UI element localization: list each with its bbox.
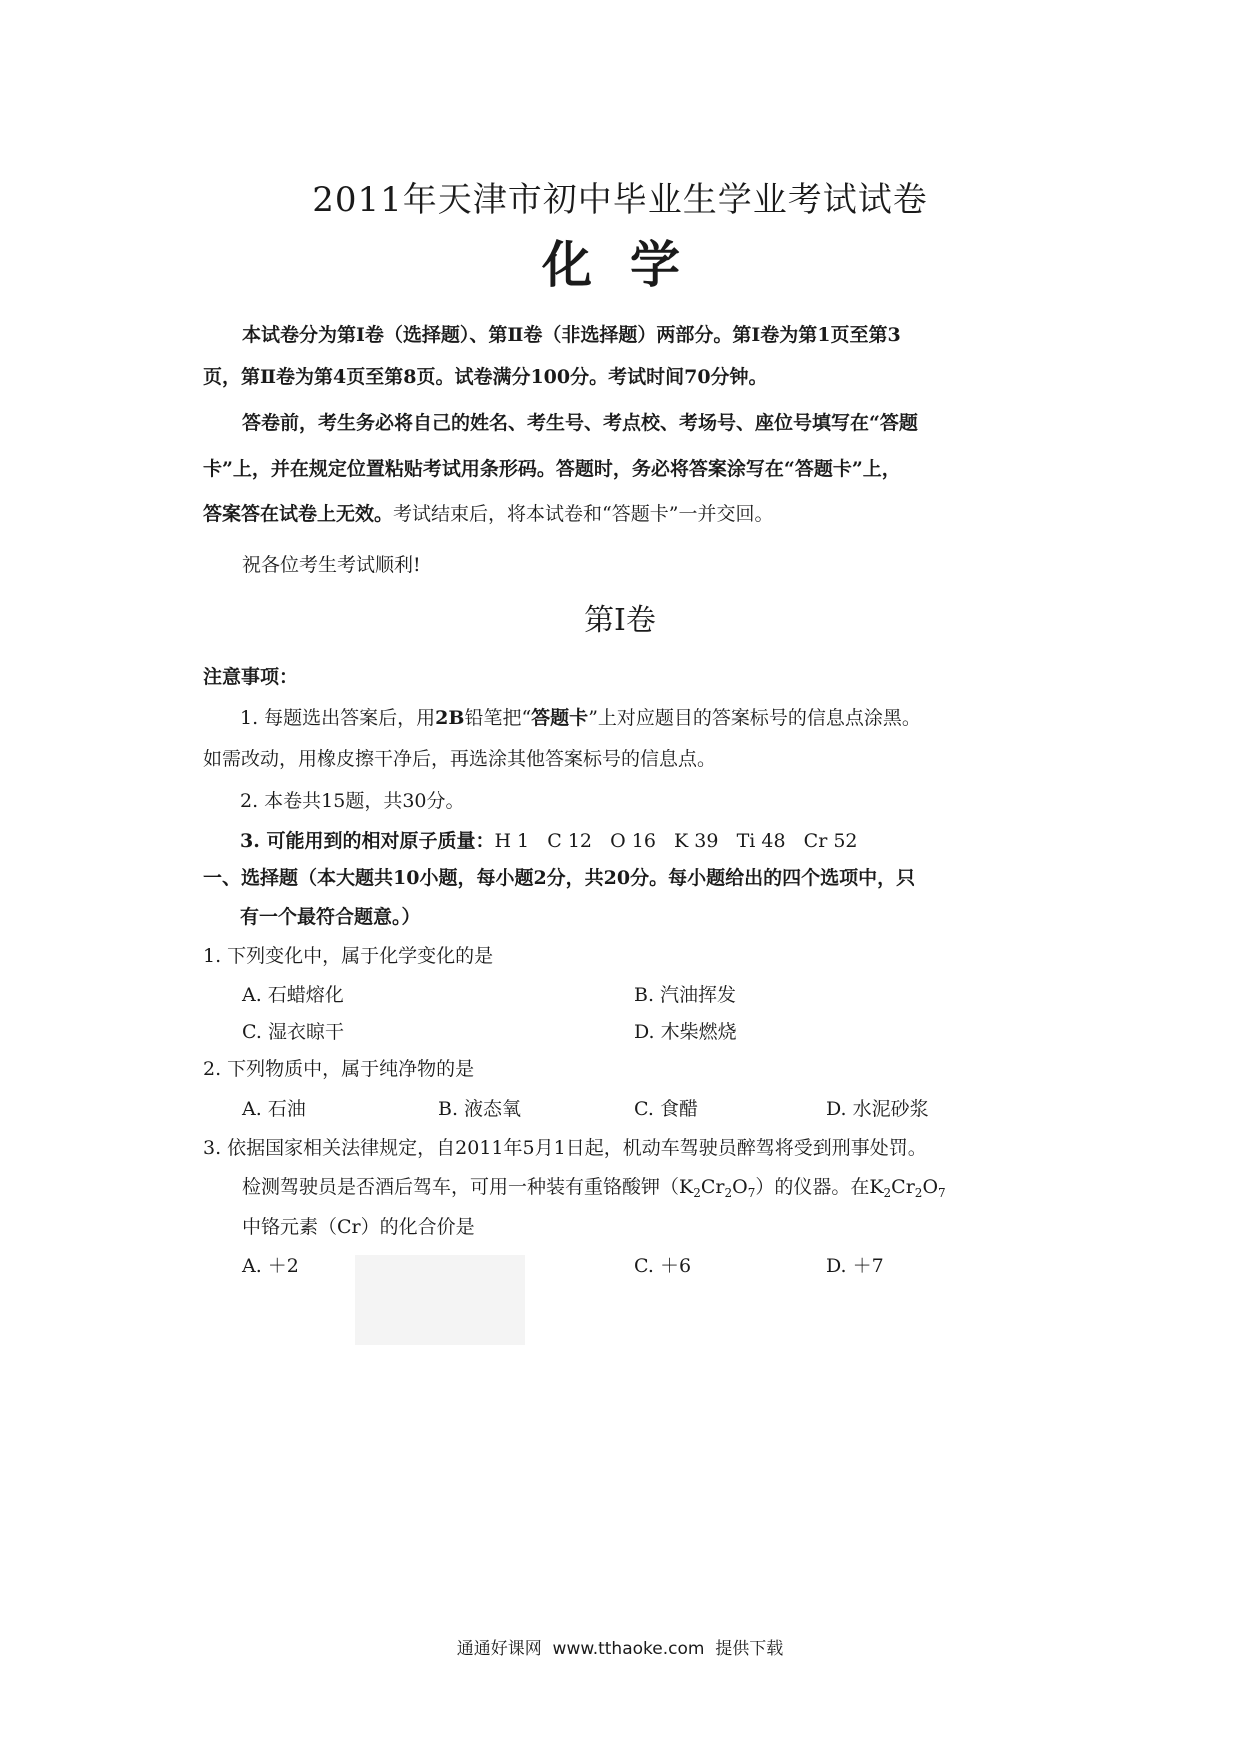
- question-2-option-a: A. 石油: [242, 1098, 306, 1120]
- subscript-2: 2: [883, 1186, 892, 1200]
- question-2-option-c: C. 食醋: [634, 1098, 698, 1120]
- intro-paragraph-2-line-3-rest: 考试结束后，将本试卷和“答题卡”一并交回。: [393, 503, 774, 525]
- question-1-option-a: A. 石蜡熔化: [242, 984, 344, 1006]
- intro-paragraph-2-line-3: [203, 505, 773, 524]
- note-2: 2. 本卷共15题，共30分。: [240, 790, 465, 812]
- note-1-line-1: [240, 703, 921, 730]
- scan-smudge: [355, 1255, 525, 1345]
- subscript-7: 7: [747, 1186, 756, 1200]
- question-3-option-a: A. ＋2: [242, 1255, 299, 1277]
- note-3: [240, 826, 858, 853]
- question-2-stem: 2. 下列物质中，属于纯净物的是: [203, 1058, 475, 1080]
- subscript-2: 2: [693, 1186, 701, 1200]
- chromium-symbol: Cr: [700, 1176, 725, 1198]
- question-3-stem-line-1: 3. 依据国家相关法律规定，自2011年5月1日起，机动车驾驶员醉驾将受到刑事处罚。: [203, 1137, 927, 1159]
- question-2-option-b: B. 液态氧: [438, 1098, 522, 1120]
- question-3-stem-line-2: [242, 1172, 946, 1199]
- oxygen-symbol: O: [732, 1176, 748, 1198]
- note-3-label: 3. 可能用到的相对原子质量：: [240, 830, 495, 852]
- part-1-heading-line-1: 一、选择题（本大题共10小题，每小题2分，共20分。每小题给出的四个选项中，只: [203, 867, 916, 889]
- intro-paragraph-1-line-2: 页，第Ⅱ卷为第4页至第8页。试卷满分100分。考试时间70分钟。: [203, 366, 768, 388]
- good-luck-text: 祝各位考生考试顺利!: [242, 554, 421, 576]
- note-1-part-a: 1. 每题选出答案后，用: [240, 707, 436, 729]
- intro-paragraph-2-line-1: 答卷前，考生务必将自己的姓名、考生号、考点校、考场号、座位号填写在“答题: [242, 412, 918, 434]
- question-3-stem-line-3: 中铬元素（Cr）的化合价是: [242, 1216, 475, 1238]
- question-1-option-c: C. 湿衣晾干: [242, 1021, 344, 1043]
- exam-title: 2011年天津市初中毕业生学业考试试卷: [312, 180, 928, 220]
- answer-card-term: 答题卡: [531, 707, 589, 729]
- question-1-stem: 1. 下列变化中，属于化学变化的是: [203, 945, 494, 967]
- chromium-symbol: Cr: [891, 1176, 915, 1198]
- note-1-line-2: 如需改动，用橡皮擦干净后，再选涂其他答案标号的信息点。: [203, 748, 717, 770]
- notes-heading: 注意事项：: [203, 666, 299, 688]
- subscript-2: 2: [724, 1186, 733, 1200]
- subject-title: 化学: [542, 235, 718, 294]
- question-1-option-d: D. 木柴燃烧: [634, 1021, 737, 1043]
- question-3-option-c: C. ＋6: [634, 1255, 692, 1277]
- footer-source: 通通好课网 www.tthaoke.com 提供下载: [456, 1639, 784, 1659]
- question-3-option-d: D. ＋7: [826, 1255, 884, 1277]
- q3-text-d: ）的仪器。在K: [755, 1176, 884, 1198]
- section-title: 第Ⅰ卷: [584, 603, 656, 638]
- intro-paragraph-1-line-1: 本试卷分为第Ⅰ卷（选择题）、第Ⅱ卷（非选择题）两部分。第Ⅰ卷为第1页至第3: [242, 324, 901, 346]
- atomic-masses: H 1 C 12 O 16 K 39 Ti 48 Cr 52: [494, 830, 858, 852]
- subscript-2: 2: [914, 1186, 923, 1200]
- part-1-heading-line-2: 有一个最符合题意。）: [240, 906, 421, 928]
- invalid-answer-warning: 答案答在试卷上无效。: [203, 503, 394, 525]
- q3-text-a: 检测驾驶员是否酒后驾车，可用一种装有重铬酸钾（K: [242, 1176, 694, 1198]
- subscript-7: 7: [938, 1186, 946, 1200]
- question-2-option-d: D. 水泥砂浆: [826, 1098, 929, 1120]
- question-1-option-b: B. 汽油挥发: [634, 984, 737, 1006]
- pencil-grade: 2B: [435, 707, 465, 729]
- note-1-part-e: ”上对应题目的答案标号的信息点涂黑。: [588, 707, 921, 729]
- intro-paragraph-2-line-2: 卡”上，并在规定位置粘贴考试用条形码。答题时，务必将答案涂写在“答题卡”上，: [203, 458, 901, 480]
- oxygen-symbol: O: [922, 1176, 939, 1198]
- note-1-part-c: 铅笔把“: [464, 707, 532, 729]
